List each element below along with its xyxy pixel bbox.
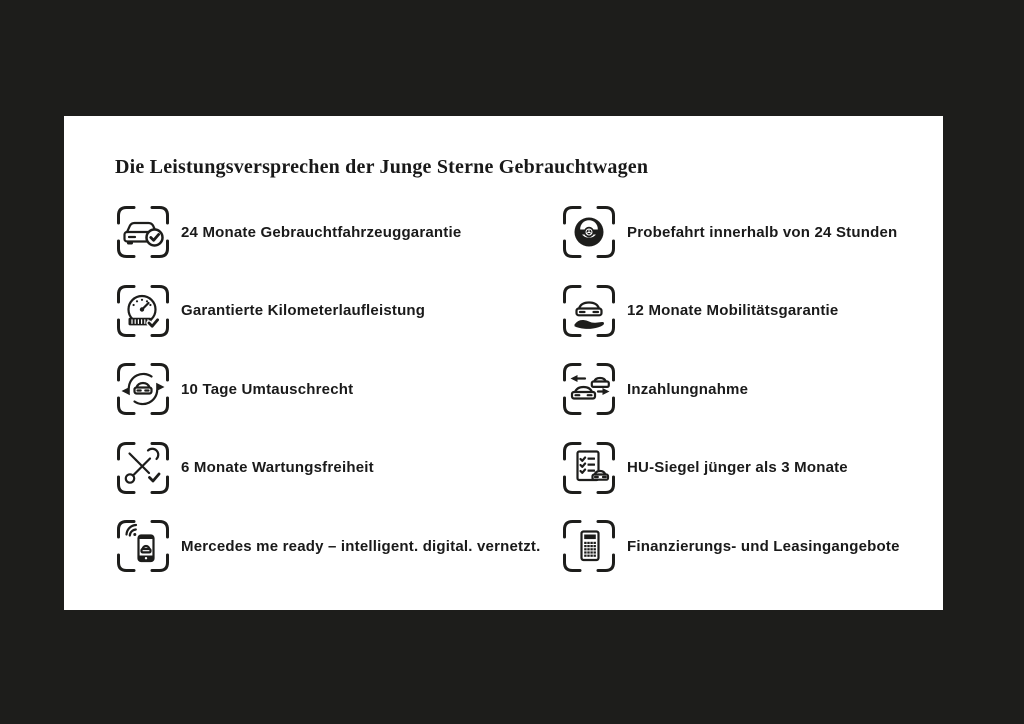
car-exchange-icon: [115, 361, 171, 417]
list-item: [561, 518, 903, 574]
tools-check-icon: [115, 440, 171, 496]
benefits-card: [64, 116, 943, 610]
cars-trade-icon: [561, 361, 617, 417]
car-check-icon: [115, 204, 171, 260]
list-item: [115, 283, 561, 339]
benefit-label: HU-Siegel jünger als 3 Monate: [627, 459, 848, 476]
benefit-label: Garantierte Kilometerlaufleistung: [181, 302, 426, 319]
speedometer-icon: [115, 283, 171, 339]
list-item: [561, 361, 903, 417]
page-title: Die Leistungsversprechen der Junge Sterne Gebrauchtwagen: [115, 156, 649, 178]
benefit-label: Finanzierungs- und Leasingangebote: [627, 537, 900, 555]
benefits-column-right: [561, 204, 903, 597]
benefit-label: 12 Monate Mobilitätsgarantie: [627, 302, 839, 319]
benefit-label: Inzahlungnahme: [627, 380, 749, 398]
benefit-label: Mercedes me ready – intelligent. digital. vernetzt.: [181, 537, 541, 555]
list-item: [115, 440, 561, 496]
smartphone-wifi-icon: [115, 518, 171, 574]
calculator-icon: [561, 518, 617, 574]
list-item: [115, 361, 561, 417]
benefits-grid: [115, 204, 903, 597]
list-item: [115, 204, 561, 260]
benefit-label: 24 Monate Gebrauchtfahrzeuggarantie: [181, 223, 462, 241]
car-hand-icon: [561, 283, 617, 339]
steering-wheel-icon: [561, 204, 617, 260]
benefit-label: Probefahrt innerhalb von 24 Stunden: [627, 223, 898, 241]
benefit-label: 6 Monate Wartungsfreiheit: [181, 459, 374, 476]
list-item: [115, 518, 561, 574]
benefits-column-left: [115, 204, 561, 597]
list-item: [561, 204, 903, 260]
list-item: [561, 283, 903, 339]
checklist-car-icon: [561, 440, 617, 496]
list-item: [561, 440, 903, 496]
benefit-label: 10 Tage Umtauschrecht: [181, 380, 354, 398]
